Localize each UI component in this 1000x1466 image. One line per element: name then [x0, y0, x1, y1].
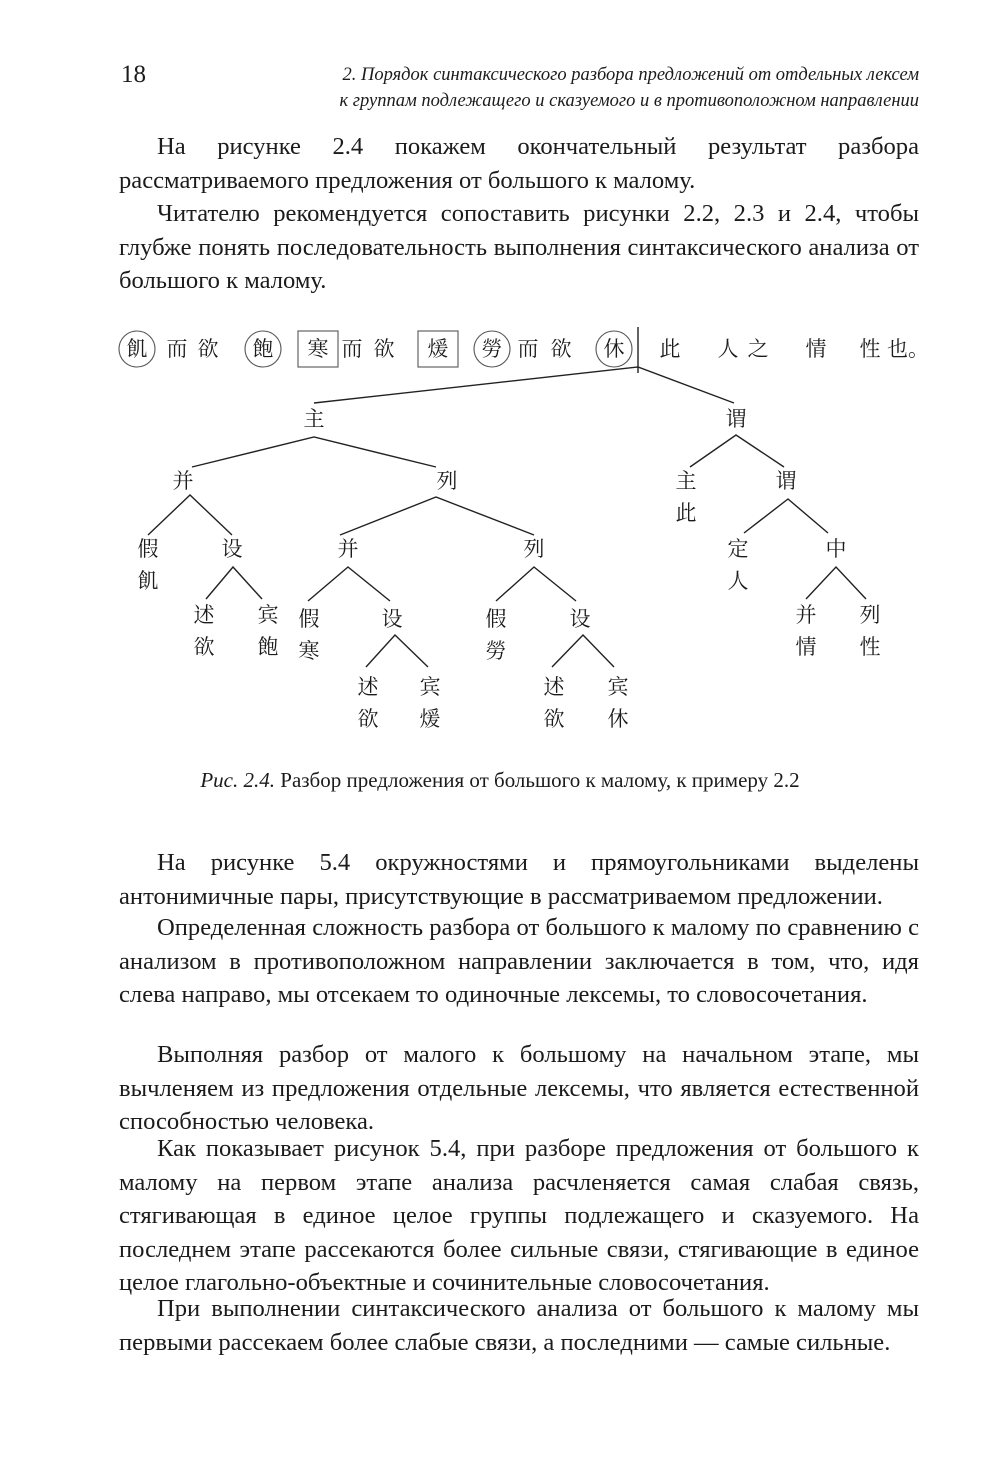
- running-head: [279, 62, 919, 114]
- node-obj: 宾: [419, 675, 441, 699]
- sentence-char: 性: [859, 337, 881, 361]
- node-verb: 述: [357, 675, 379, 699]
- edge: [744, 499, 828, 533]
- node-list: 列: [523, 537, 545, 561]
- sentence-char: 欲: [550, 337, 572, 361]
- body-paragraph-2: Определенная сложность разбора от большого к малому по сравнению с анализом в противоположном направлении заключается в том, что, идя слева направо, мы отсекаем то одиночные лексемы, то словосочетания.: [119, 914, 919, 1008]
- node-word: 性: [859, 635, 881, 659]
- node-list: 列: [859, 603, 881, 627]
- edge: [192, 437, 436, 467]
- node-cond: 设: [381, 607, 403, 631]
- sentence-char: 飽: [252, 337, 274, 361]
- sentence-char: 此: [659, 337, 681, 361]
- node-verb: 述: [193, 603, 215, 627]
- node-predicate: 谓: [725, 407, 747, 431]
- edge: [806, 567, 866, 599]
- node-coord: 并: [795, 603, 817, 627]
- node-word: 飽: [257, 635, 279, 659]
- sentence-char: 而: [341, 337, 363, 361]
- node-coord: 并: [337, 537, 359, 561]
- sentence-char: 情: [805, 337, 827, 361]
- intro-paragraph-2: Читателю рекомендуется сопоставить рисунки 2.2, 2.3 и 2.4, чтобы глубже понять последовательность выполнения синтаксического анализа от большого к малому.: [119, 200, 919, 294]
- edge: [206, 567, 262, 599]
- sentence-char: 勞: [481, 337, 503, 361]
- node-hyp: 假: [485, 607, 507, 631]
- sentence-char: 而: [166, 337, 188, 361]
- node-list: 列: [436, 469, 458, 493]
- node-subject: 主: [675, 469, 697, 493]
- node-subject: 主: [303, 407, 325, 431]
- intro-paragraph-1: На рисунке 2.4 покажем окончательный результат разбора рассматриваемого предложения от большого к малому.: [119, 133, 919, 194]
- node-word: 煖: [419, 707, 441, 731]
- node-word: 休: [607, 707, 629, 731]
- node-coord: 并: [172, 469, 194, 493]
- syntax-tree-figure: [0, 315, 1000, 755]
- edge: [496, 567, 576, 601]
- node-word: 欲: [543, 707, 565, 731]
- node-cond: 设: [569, 607, 591, 631]
- edge: [366, 635, 428, 667]
- node-word: 人: [727, 569, 749, 593]
- node-attr: 定: [727, 537, 749, 561]
- body-paragraph-5: При выполнении синтаксического анализа от большого к малому мы первыми рассекаем более слабые связи, а последними — самые сильные.: [119, 1295, 919, 1356]
- edge: [148, 495, 232, 535]
- running-head-line-1: 2. Порядок синтаксического разбора предложений от отдельных лексем: [342, 65, 919, 85]
- node-word: 飢: [137, 569, 159, 593]
- sentence-char: 欲: [373, 337, 395, 361]
- node-word: 欲: [193, 635, 215, 659]
- figure-caption-text: Разбор предложения от большого к малому, к примеру 2.2: [280, 768, 800, 792]
- node-obj: 宾: [607, 675, 629, 699]
- node-verb: 述: [543, 675, 565, 699]
- node-cond: 设: [221, 537, 243, 561]
- node-word: 此: [675, 501, 697, 525]
- sentence-char: 也。: [887, 337, 929, 361]
- figure-caption: [0, 765, 1000, 795]
- node-obj: 宾: [257, 603, 279, 627]
- sentence-char: 人: [717, 337, 739, 361]
- edge: [690, 435, 784, 467]
- body-paragraph-1: На рисунке 5.4 окружностями и прямоугольниками выделены антонимичные пары, присутствующие в рассматриваемом предложении.: [119, 849, 919, 910]
- node-hyp: 假: [137, 537, 159, 561]
- running-head-line-2: к группам подлежащего и сказуемого и в противоположном направлении: [339, 91, 919, 111]
- edge: [308, 567, 390, 601]
- sentence-char: 煖: [427, 337, 449, 361]
- sentence-char: 而: [517, 337, 539, 361]
- node-hyp: 假: [298, 607, 320, 631]
- node-predicate: 谓: [775, 469, 797, 493]
- sentence-char: 休: [603, 337, 625, 361]
- sentence-char: 飢: [126, 337, 148, 361]
- node-word: 欲: [357, 707, 379, 731]
- node-word: 寒: [298, 639, 320, 663]
- page-number: 18: [121, 61, 146, 88]
- sentence-char: 欲: [197, 337, 219, 361]
- edge: [552, 635, 614, 667]
- body-paragraph-3: Выполняя разбор от малого к большому на начальном этапе, мы вычленяем из предложения отдельные лексемы, что является естественной способностью человека.: [119, 1041, 919, 1135]
- edge: [340, 497, 534, 535]
- body-paragraph-4: Как показывает рисунок 5.4, при разборе предложения от большого к малому на первом этапе анализа расчленяется самая слабая связь, стягивающая в единое целое группы подлежащего и сказуемого. На последнем этапе рассекаются более сильные связи, стягивающие в единое целое глагольно-объектные и сочинительные словосочетания.: [119, 1135, 919, 1296]
- sentence-char: 寒: [307, 337, 329, 361]
- node-word: 情: [795, 635, 817, 659]
- edge-root: [314, 367, 734, 403]
- node-word: 勞: [485, 639, 507, 663]
- figure-caption-label: Рис. 2.4.: [200, 768, 276, 792]
- sentence-char: 之: [747, 337, 769, 361]
- node-head: 中: [825, 537, 847, 561]
